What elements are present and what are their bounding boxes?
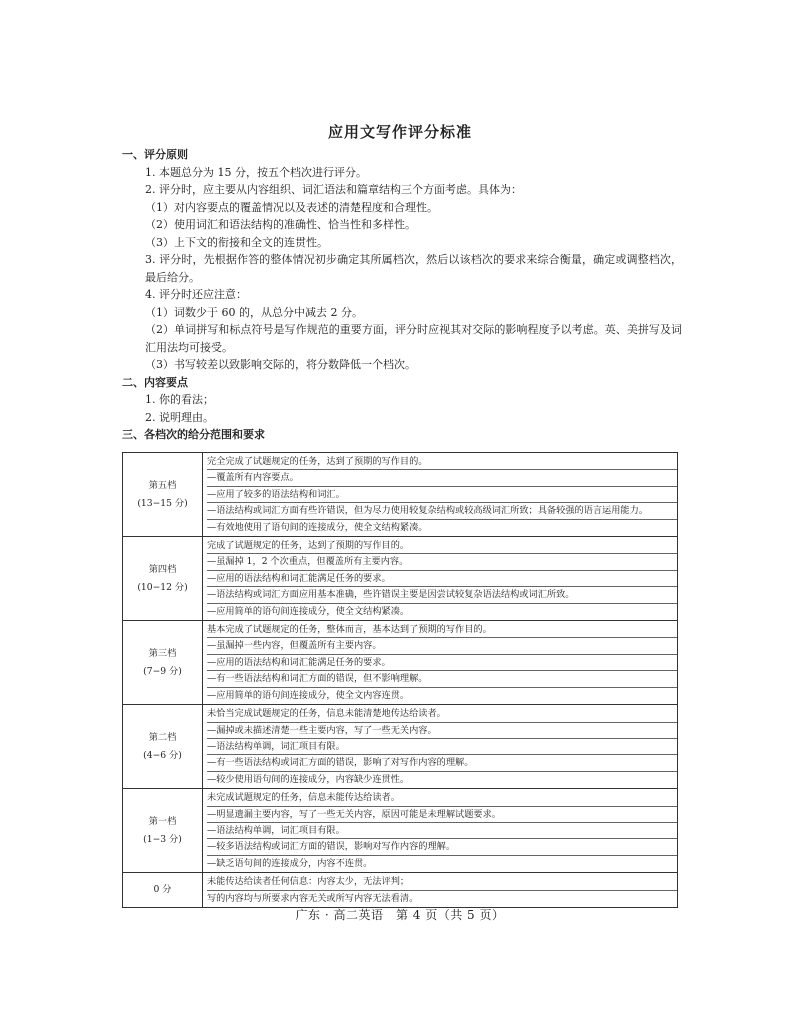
requirement-line: —明显遗漏主要内容，写了一些无关内容，原因可能是未理解试题要求。 <box>207 807 677 823</box>
paragraph: （3）书写较差以致影响交际的，将分数降低一个档次。 <box>145 358 416 371</box>
table-row <box>123 453 678 537</box>
section-heading-content: 二、内容要点 <box>122 375 188 389</box>
level-score-range: (4−6 分) <box>143 749 182 761</box>
requirement-line: —语法结构或词汇方面有些许错误，但为尽力使用较复杂结构或较高级词汇所致；具备较强的语言运用能力。 <box>207 503 677 519</box>
paragraph: （1）对内容要点的覆盖情况以及表述的清楚程度和合理性。 <box>145 200 438 214</box>
requirement-cell <box>203 873 678 908</box>
requirement-line: —漏掉或未描述清楚一些主要内容，写了一些无关内容。 <box>207 723 677 739</box>
table-row <box>123 705 678 789</box>
section-heading-levels: 三、各档次的给分范围和要求 <box>122 428 265 441</box>
requirement-cell <box>203 705 678 789</box>
section-heading-principles: 一、评分原则 <box>122 148 188 161</box>
level-score-range: (13−15 分) <box>137 497 188 509</box>
grading-table <box>122 452 678 908</box>
requirement-line: —语法结构单调，词汇项目有限。 <box>207 823 677 839</box>
paragraph: （2）单词拼写和标点符号是写作规范的重要方面，评分时应视其对交际的影响程度予以考虑。英、美拼写及词汇用法均可接受。 <box>145 323 682 354</box>
level-score-range: (10−12 分) <box>137 581 188 593</box>
paragraph: 1. 你的看法； <box>145 393 214 406</box>
table-row <box>123 873 678 908</box>
level-cell <box>123 705 203 789</box>
requirement-line: —语法结构单调，词汇项目有限。 <box>207 739 677 755</box>
level-cell <box>123 621 203 705</box>
requirement-line: —覆盖所有内容要点。 <box>207 470 677 486</box>
requirement-line: 完全完成了试题规定的任务，达到了预期的写作目的。 <box>207 454 677 470</box>
paragraph: （1）词数少于 60 的，从总分中减去 2 分。 <box>145 305 363 319</box>
level-name: 第三档 <box>148 647 177 659</box>
level-score-range: (7−9 分) <box>143 665 182 677</box>
paragraph: （2）使用词汇和语法结构的准确性、恰当性和多样性。 <box>145 218 416 231</box>
level-name: 0 分 <box>153 884 172 896</box>
table-row <box>123 789 678 873</box>
requirement-line: 完成了试题规定的任务，达到了预期的写作目的。 <box>207 538 677 554</box>
requirement-line: —有一些语法结构或词汇方面的错误，影响了对写作内容的理解。 <box>207 755 677 771</box>
page-footer: 广东 · 高二英语 第 4 页（共 5 页） <box>295 908 505 922</box>
level-name: 第四档 <box>148 563 177 575</box>
requirement-line: 基本完成了试题规定的任务，整体而言，基本达到了预期的写作目的。 <box>207 622 677 638</box>
requirement-line: —较少使用语句间的连接成分，内容缺少连贯性。 <box>207 773 410 785</box>
level-cell <box>123 537 203 621</box>
requirement-line: —应用的语法结构和词汇能满足任务的要求。 <box>207 571 677 587</box>
requirement-line: —虽漏掉 1，2 个次重点，但覆盖所有主要内容。 <box>207 554 677 570</box>
requirement-cell <box>203 453 678 537</box>
level-cell <box>123 789 203 873</box>
table-row <box>123 621 678 705</box>
scoring-principles <box>122 146 682 444</box>
requirement-line: —应用简单的语句间连接成分，使全文结构紧凑。 <box>207 605 410 617</box>
grading-table-body <box>123 453 678 908</box>
page-title: 应用文写作评分标准 <box>327 123 472 141</box>
level-name: 第二档 <box>148 731 177 743</box>
requirement-line: —虽漏掉一些内容，但覆盖所有主要内容。 <box>207 638 677 654</box>
level-name: 第一档 <box>148 815 177 827</box>
paragraph: （3）上下文的衔接和全文的连贯性。 <box>145 235 328 249</box>
requirement-line: —有效地使用了语句间的连接成分，使全文结构紧凑。 <box>207 521 428 533</box>
requirement-line: 未能传达给读者任何信息：内容太少，无法评判； <box>207 874 677 890</box>
requirement-cell <box>203 789 678 873</box>
requirement-cell <box>203 537 678 621</box>
requirement-line: —应用简单的语句间连接成分，使全文内容连贯。 <box>207 689 410 701</box>
requirement-line: —较多语法结构或词汇方面的错误，影响对写作内容的理解。 <box>207 839 677 855</box>
requirement-line: —应用的语法结构和词汇能满足任务的要求。 <box>207 655 677 671</box>
level-cell <box>123 453 203 537</box>
requirement-line: 未恰当完成试题规定的任务，信息未能清楚地传达给读者。 <box>207 706 677 722</box>
requirement-line: —有一些语法结构和词汇方面的错误，但不影响理解。 <box>207 671 677 687</box>
requirement-line: —缺乏语句间的连接成分，内容不连贯。 <box>207 857 373 869</box>
paragraph: 1. 本题总分为 15 分，按五个档次进行评分。 <box>145 165 367 179</box>
table-row <box>123 537 678 621</box>
paragraph: 2. 评分时，应主要从内容组织、词汇语法和篇章结构三个方面考虑。具体为： <box>145 183 522 196</box>
paragraph: 4. 评分时还应注意： <box>145 288 247 301</box>
level-cell <box>123 873 203 908</box>
level-name: 第五档 <box>148 479 177 491</box>
paragraph: 3. 评分时，先根据作答的整体情况初步确定其所属档次，然后以该档次的要求来综合衡量，确定或调整档次，最后给分。 <box>145 253 682 284</box>
paragraph: 2. 说明理由。 <box>145 410 214 424</box>
level-score-range: (1−3 分) <box>143 833 182 845</box>
requirement-line: 未完成试题规定的任务，信息未能传达给读者。 <box>207 790 677 806</box>
requirement-line: —应用了较多的语法结构和词汇。 <box>207 487 677 503</box>
requirement-line: 写的内容均与所要求内容无关或所写内容无法看清。 <box>207 892 419 904</box>
requirement-line: —语法结构或词汇方面应用基本准确，些许错误主要是因尝试较复杂语法结构或词汇所致。 <box>207 587 677 603</box>
requirement-cell <box>203 621 678 705</box>
